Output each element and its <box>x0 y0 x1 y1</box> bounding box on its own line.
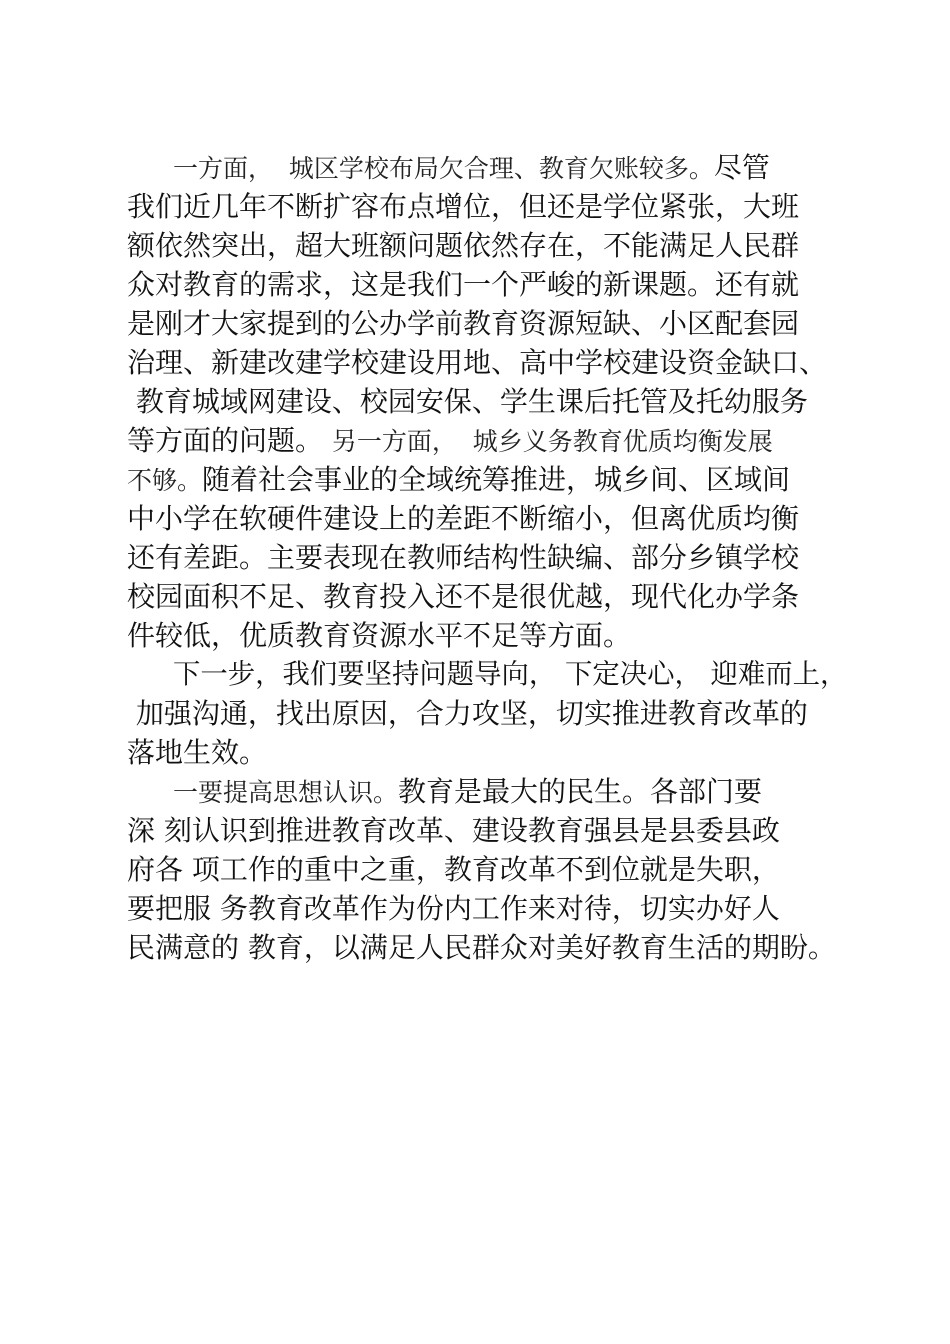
text-segment: 尽管 <box>713 151 770 184</box>
text-segment: 随着社会事业的全域统筹推进，城乡间、区域间 <box>202 463 791 496</box>
text-line <box>127 889 847 928</box>
text-line <box>127 694 847 733</box>
text-segment: 一方面， 城区学校布局欠合理、教育欠账较多。 <box>173 154 714 183</box>
text-segment: 额依然突出，超大班额问题依然存在，不能满足人民群 <box>127 229 800 262</box>
text-segment: 校园面积不足、教育投入还不是很优越，现代化办学条 <box>127 580 800 613</box>
text-segment: 中小学在软硬件建设上的差距不断缩小，但离优质均衡 <box>127 502 800 535</box>
text-segment: 众对教育的需求，这是我们一个严峻的新课题。还有就 <box>127 268 800 301</box>
text-segment: 另一方面， 城乡义务教育优质均衡发展 <box>331 427 773 456</box>
text-line <box>127 538 847 577</box>
text-line <box>127 616 847 655</box>
text-line <box>127 928 847 967</box>
body-text <box>127 148 847 967</box>
text-line <box>127 187 847 226</box>
text-segment: 是刚才大家提到的公办学前教育资源短缺、小区配套园 <box>127 307 800 340</box>
text-segment: 治理、新建改建学校建设用地、高中学校建设资金缺口、 <box>127 346 828 379</box>
text-segment: 教育城域网建设、校园安保、学生课后托管及托幼服务 <box>127 385 808 418</box>
text-segment: 不够。 <box>127 466 203 495</box>
text-segment: 下一步，我们要坚持问题导向， 下定决心， 迎难而上， <box>173 659 848 690</box>
text-segment: 等方面的问题。 <box>127 424 332 457</box>
text-line <box>127 265 847 304</box>
text-line <box>127 850 847 889</box>
text-line <box>127 226 847 265</box>
text-line <box>127 811 847 850</box>
text-segment: 加强沟通，找出原因，合力攻坚，切实推进教育改革的 <box>127 697 808 730</box>
text-segment: 教育是最大的民生。各部门要 <box>398 775 763 808</box>
text-line <box>127 577 847 616</box>
text-line <box>127 460 847 499</box>
text-segment: 我们近几年不断扩容布点增位，但还是学位紧张，大班 <box>127 190 800 223</box>
text-segment: 一要提高思想认识。 <box>173 778 399 807</box>
text-segment: 府各 项工作的重中之重，教育改革不到位就是失职， <box>127 853 780 886</box>
text-line <box>127 772 847 811</box>
text-line <box>127 499 847 538</box>
text-line <box>127 304 847 343</box>
text-line <box>127 733 847 772</box>
text-segment: 深 刻认识到推进教育改革、建设教育强县是县委县政 <box>127 814 780 847</box>
text-line <box>127 421 847 460</box>
text-line <box>127 343 847 382</box>
text-segment: 要把服 务教育改革作为份内工作来对待，切实办好人 <box>127 892 780 925</box>
text-segment: 民满意的 教育，以满足人民群众对美好教育生活的期盼。 <box>127 931 836 964</box>
text-segment: 件较低，优质教育资源水平不足等方面。 <box>127 619 632 652</box>
text-segment: 还有差距。主要表现在教师结构性缺编、部分乡镇学校 <box>127 541 800 574</box>
text-line <box>127 655 847 694</box>
text-line <box>127 382 847 421</box>
text-line <box>127 148 847 187</box>
text-segment: 落地生效。 <box>127 736 268 769</box>
